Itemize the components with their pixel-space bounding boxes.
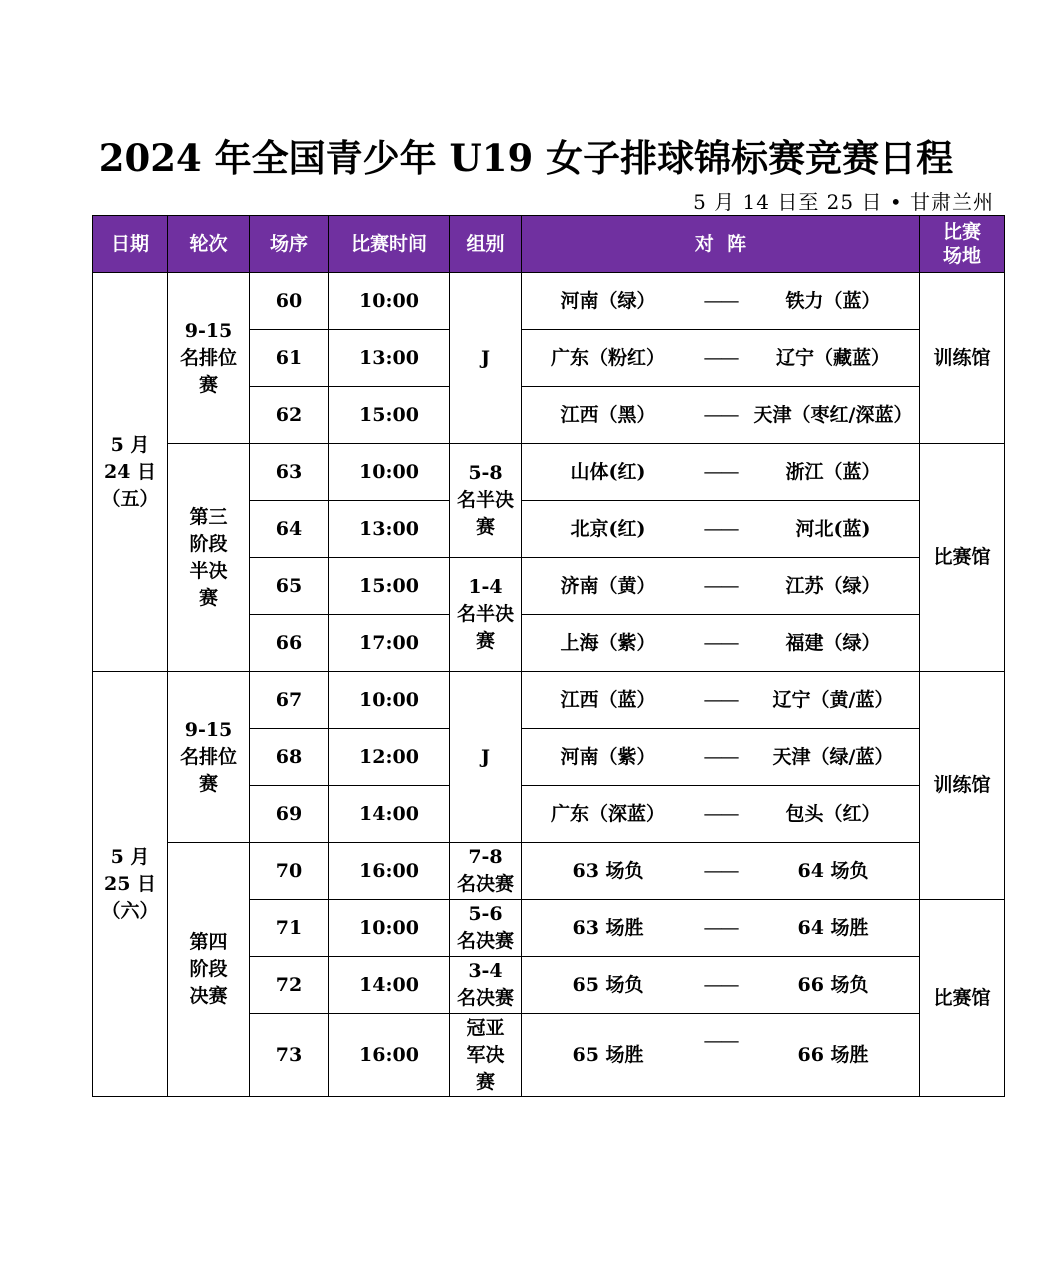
- match-time: 12:00: [329, 729, 450, 786]
- match-no: 66: [250, 615, 329, 672]
- header-round: 轮次: [168, 216, 250, 273]
- match-time: 17:00: [329, 615, 450, 672]
- team-a: 济南（黄）: [560, 574, 656, 597]
- match-no: 71: [250, 900, 329, 957]
- matchup-cell: [522, 444, 920, 501]
- match-no: 67: [250, 672, 329, 729]
- table-row: [93, 444, 1005, 501]
- team-a: 广东（粉红）: [550, 346, 665, 369]
- venue-cell: 比赛馆: [920, 444, 1005, 672]
- match-time: 14:00: [329, 786, 450, 843]
- venue-cell: 训练馆: [920, 672, 1005, 900]
- team-b: 福建（绿）: [785, 631, 881, 654]
- match-no: 60: [250, 273, 329, 330]
- vs-dash: ——: [703, 1029, 738, 1052]
- vs-dash: ——: [703, 574, 738, 597]
- table-row: [93, 843, 1005, 900]
- vs-dash: ——: [703, 745, 738, 768]
- team-a: 上海（紫）: [560, 631, 656, 654]
- vs-dash: ——: [703, 916, 738, 939]
- match-no: 61: [250, 330, 329, 387]
- group-cell: 7-8 名决赛: [450, 843, 522, 900]
- team-a: 65 场胜: [572, 1043, 644, 1066]
- header-match-no: 场序: [250, 216, 329, 273]
- round-cell: 9-15 名排位赛: [168, 273, 250, 444]
- matchup-cell: [522, 900, 920, 957]
- match-no: 62: [250, 387, 329, 444]
- team-b: 天津（绿/蓝）: [772, 745, 894, 768]
- vs-dash: ——: [703, 631, 738, 654]
- team-a: 江西（黑）: [560, 403, 656, 426]
- header-time: 比赛时间: [329, 216, 450, 273]
- match-time: 10:00: [329, 273, 450, 330]
- date-cell: 5 月 24 日（五）: [93, 273, 168, 672]
- match-time: 13:00: [329, 501, 450, 558]
- match-time: 10:00: [329, 444, 450, 501]
- team-a: 河南（紫）: [560, 745, 656, 768]
- team-a: 山体(红): [570, 460, 646, 483]
- team-b: 辽宁（黄/蓝）: [772, 688, 894, 711]
- vs-dash: ——: [703, 403, 738, 426]
- team-b: 64 场负: [797, 859, 869, 882]
- team-b: 铁力（蓝）: [785, 289, 881, 312]
- matchup-cell: [522, 1014, 920, 1097]
- schedule-table: [92, 215, 1005, 1097]
- vs-dash: ——: [703, 859, 738, 882]
- table-row: [93, 672, 1005, 729]
- group-cell: J: [450, 273, 522, 444]
- match-no: 63: [250, 444, 329, 501]
- match-time: 15:00: [329, 558, 450, 615]
- matchup-cell: [522, 330, 920, 387]
- vs-dash: ——: [703, 289, 738, 312]
- matchup-cell: [522, 843, 920, 900]
- team-b: 66 场负: [797, 973, 869, 996]
- team-b: 河北(蓝): [795, 517, 871, 540]
- match-no: 73: [250, 1014, 329, 1097]
- team-b: 辽宁（藏蓝）: [775, 346, 890, 369]
- match-no: 69: [250, 786, 329, 843]
- venue-cell: 比赛馆: [920, 900, 1005, 1097]
- group-cell: 5-8 名半决赛: [450, 444, 522, 558]
- vs-dash: ——: [703, 973, 738, 996]
- match-no: 65: [250, 558, 329, 615]
- matchup-cell: [522, 672, 920, 729]
- match-no: 68: [250, 729, 329, 786]
- match-no: 70: [250, 843, 329, 900]
- group-cell: 3-4 名决赛: [450, 957, 522, 1014]
- date-cell: 5 月 25 日（六）: [93, 672, 168, 1097]
- team-b: 66 场胜: [797, 1043, 869, 1066]
- team-b: 浙江（蓝）: [785, 460, 881, 483]
- page-title: 2024 年全国青少年 U19 女子排球锦标赛竞赛日程: [98, 136, 954, 180]
- matchup-cell: [522, 786, 920, 843]
- team-a: 北京(红): [570, 517, 646, 540]
- vs-dash: ——: [703, 802, 738, 825]
- matchup-cell: [522, 957, 920, 1014]
- team-b: 包头（红）: [785, 802, 881, 825]
- header-group: 组别: [450, 216, 522, 273]
- team-a: 63 场胜: [572, 916, 644, 939]
- matchup-cell: [522, 501, 920, 558]
- header-matchup: 对 阵: [522, 216, 920, 273]
- match-time: 16:00: [329, 1014, 450, 1097]
- matchup-cell: [522, 273, 920, 330]
- vs-dash: ——: [703, 346, 738, 369]
- round-cell: 第四阶段决赛: [168, 843, 250, 1097]
- group-cell: 1-4 名半决赛: [450, 558, 522, 672]
- group-cell: 冠亚军决赛: [450, 1014, 522, 1097]
- team-a: 河南（绿）: [560, 289, 656, 312]
- group-cell: J: [450, 672, 522, 843]
- team-b: 天津（枣红/深蓝）: [753, 403, 913, 426]
- match-no: 64: [250, 501, 329, 558]
- team-a: 广东（深蓝）: [550, 802, 665, 825]
- matchup-cell: [522, 558, 920, 615]
- match-time: 16:00: [329, 843, 450, 900]
- matchup-cell: [522, 729, 920, 786]
- team-a: 63 场负: [572, 859, 644, 882]
- team-b: 64 场胜: [797, 916, 869, 939]
- table-row: [93, 273, 1005, 330]
- vs-dash: ——: [703, 517, 738, 540]
- team-a: 江西（蓝）: [560, 688, 656, 711]
- group-cell: 5-6 名决赛: [450, 900, 522, 957]
- team-a: 65 场负: [572, 973, 644, 996]
- vs-dash: ——: [703, 460, 738, 483]
- team-b: 江苏（绿）: [785, 574, 881, 597]
- match-time: 15:00: [329, 387, 450, 444]
- matchup-cell: [522, 387, 920, 444]
- match-time: 10:00: [329, 672, 450, 729]
- round-cell: 9-15 名排位赛: [168, 672, 250, 843]
- match-time: 10:00: [329, 900, 450, 957]
- page-subtitle: 5 月 14 日至 25 日 • 甘肃兰州: [693, 190, 994, 214]
- matchup-cell: [522, 615, 920, 672]
- venue-cell: 训练馆: [920, 273, 1005, 444]
- match-time: 14:00: [329, 957, 450, 1014]
- header-date: 日期: [93, 216, 168, 273]
- match-no: 72: [250, 957, 329, 1014]
- header-row: [93, 216, 1005, 273]
- round-cell: 第三阶段半决赛: [168, 444, 250, 672]
- match-time: 13:00: [329, 330, 450, 387]
- vs-dash: ——: [703, 688, 738, 711]
- header-venue: 比赛场地: [920, 216, 1005, 273]
